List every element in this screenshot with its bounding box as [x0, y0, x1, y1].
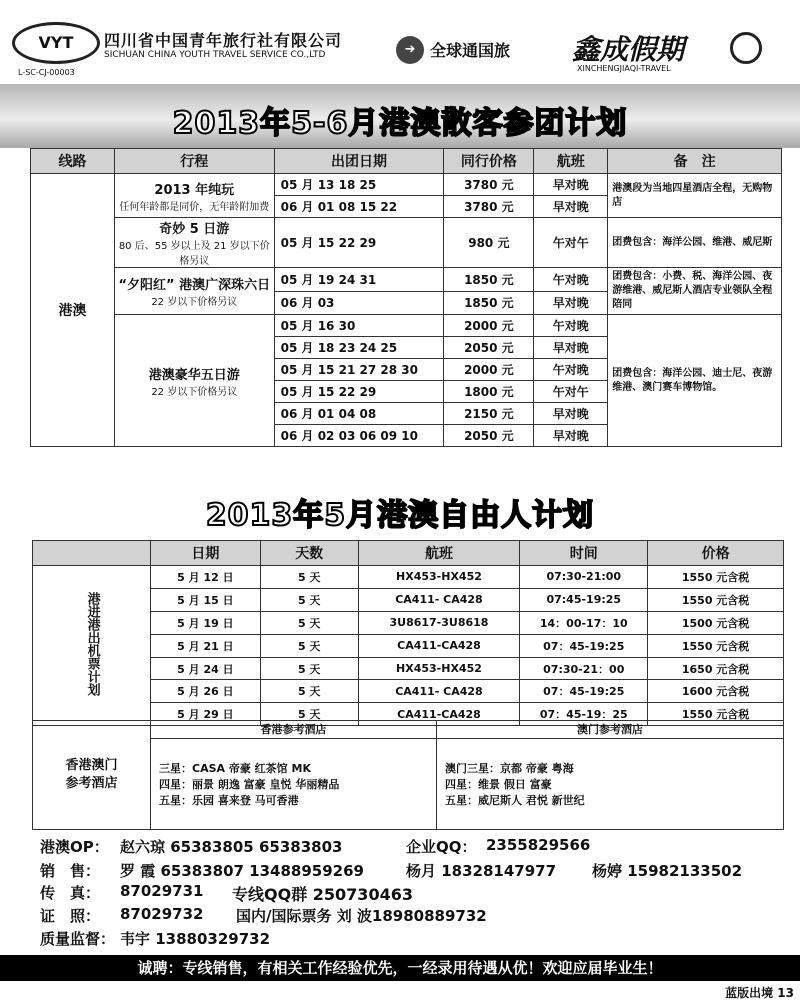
col-route: 线路: [31, 149, 115, 174]
flight: 早对晚: [534, 196, 608, 218]
days: 5 天: [260, 634, 358, 657]
price: 1500 元含税: [648, 611, 784, 634]
price: 1800 元: [444, 381, 534, 403]
table-row: [31, 218, 782, 268]
free-travel-title: 2013年5月港澳自由人计划: [205, 498, 595, 533]
trip-cell: [114, 174, 274, 218]
days: 5 天: [260, 703, 358, 726]
hotels-label-line2: 参考酒店: [65, 776, 118, 791]
flight: 午对晚: [534, 268, 608, 292]
ticket-service: 国内/国际票务 刘 波18980889732: [236, 907, 487, 925]
flight: CA411-CA428: [358, 634, 520, 657]
price: 980 元: [444, 218, 534, 268]
flight: 早对晚: [534, 403, 608, 425]
col-time: 时间: [520, 541, 648, 566]
table-row: [31, 315, 782, 337]
hk-hotel-line: 四星：丽景 朗逸 富豪 皇悦 华丽精品: [159, 778, 340, 791]
col-flight: 航班: [358, 541, 520, 566]
departure-date: 06 月 01 04 08: [274, 403, 444, 425]
departure-date: 05 月 15 22 29: [274, 218, 444, 268]
days: 5 天: [260, 657, 358, 680]
qq-group: 专线QQ群 250730463: [232, 885, 413, 904]
sales-contact-2: 杨月 18328147977: [406, 862, 557, 880]
sales-label: 销 售：: [40, 862, 101, 880]
hk-hotels-title: 香港参考酒店: [151, 721, 436, 739]
brand-name-en: XINCHENGJIAQI-TRAVEL: [577, 64, 671, 73]
macau-hotel-line: 五星：威尼斯人 君悦 新世纪: [445, 794, 585, 807]
price: 1650 元含税: [648, 657, 784, 680]
date: 5 月 29 日: [150, 703, 260, 726]
date: 5 月 12 日: [150, 566, 260, 589]
reference-hotels: [32, 720, 784, 830]
price: 1600 元含税: [648, 680, 784, 703]
trip-note: 任何年龄都是同价，无年龄附加费: [119, 201, 270, 213]
days: 5 天: [260, 588, 358, 611]
company-name-cn: 四川省中国青年旅行社有限公司: [104, 31, 343, 50]
hotels-label-line1: 香港澳门: [65, 757, 118, 773]
swirl-icon: [730, 32, 762, 64]
price: 2050 元: [444, 425, 534, 447]
flight: 3U8617-3U8618: [358, 611, 520, 634]
header: [0, 0, 800, 84]
trip-cell: [114, 315, 274, 447]
departure-date: 05 月 19 24 31: [274, 268, 444, 292]
qq-value: 2355829566: [486, 836, 591, 854]
hk-hotels: [151, 721, 437, 829]
flight: CA411- CA428: [358, 588, 520, 611]
trip-cell: [114, 268, 274, 315]
ticket-plan-label-cell: [33, 566, 151, 726]
price: 1550 元含税: [648, 703, 784, 726]
table-row: [31, 174, 782, 196]
price: 1550 元含税: [648, 588, 784, 611]
time: 07:30-21:00: [520, 566, 648, 589]
trip-name: 2013 年纯玩: [154, 182, 235, 198]
trip-name: 港澳豪华五日游: [148, 367, 240, 383]
col-itinerary: 行程: [114, 149, 274, 174]
fax-label: 传 真：: [40, 884, 101, 902]
global-travel-name: 全球通国旅: [430, 41, 511, 60]
remark: 港澳段为当地四星酒店全程，无购物店: [608, 174, 782, 218]
days: 5 天: [260, 680, 358, 703]
op-value: 赵六琼 65383805 65383803: [120, 838, 343, 856]
macau-hotel-line: 四星：维景 假日 富豪: [445, 778, 552, 791]
flight: HX453-HX452: [358, 566, 520, 589]
qc-label: 质量监督：: [40, 930, 116, 948]
departure-date: 05 月 18 23 24 25: [274, 337, 444, 359]
departure-date: 06 月 03: [274, 291, 444, 315]
page-label: 蓝版出境 13: [725, 986, 794, 1000]
col-days: 天数: [260, 541, 358, 566]
departure-date: 05 月 13 18 25: [274, 174, 444, 196]
col-price: 价格: [648, 541, 784, 566]
cert-label: 证 照：: [40, 907, 101, 925]
recruitment-banner: 诚聘：专线销售，有相关工作经验优先，一经录用待遇从优！欢迎应届毕业生！: [0, 955, 800, 981]
col-flight: 航班: [534, 149, 608, 174]
trip-note: 80 后、55 岁以上及 21 岁以下价格另议: [118, 241, 270, 267]
ticket-plan-label: 港进港出机票计划: [84, 592, 100, 697]
price: 1550 元含税: [648, 634, 784, 657]
date: 5 月 21 日: [150, 634, 260, 657]
flight: 午对晚: [534, 315, 608, 337]
price: 3780 元: [444, 174, 534, 196]
group-tour-table: [30, 148, 782, 447]
hk-hotel-line: 三星：CASA 帝豪 红茶馆 MK: [159, 762, 311, 775]
departure-date: 05 月 15 21 27 28 30: [274, 359, 444, 381]
trip-note: 22 岁以下价格另议: [151, 297, 238, 308]
date: 5 月 26 日: [150, 680, 260, 703]
time: 07:30-21：00: [520, 657, 648, 680]
company-name-en: SICHUAN CHINA YOUTH TRAVEL SERVICE CO.,LTD: [104, 50, 326, 60]
table-row: [31, 268, 782, 292]
flight: 午对晚: [534, 359, 608, 381]
license-number: L-SC-CJ-00003: [18, 68, 75, 77]
days: 5 天: [260, 611, 358, 634]
price: 3780 元: [444, 196, 534, 218]
departure-date: 06 月 01 08 15 22: [274, 196, 444, 218]
hotels-label: [33, 721, 151, 829]
flight: 午对午: [534, 218, 608, 268]
price: 2150 元: [444, 403, 534, 425]
price: 2000 元: [444, 359, 534, 381]
trip-note: 22 岁以下价格另议: [151, 386, 238, 398]
company-logo: VYT: [12, 22, 100, 64]
departure-date: 06 月 02 03 06 09 10: [274, 425, 444, 447]
col-price: 同行价格: [444, 149, 534, 174]
departure-date: 05 月 15 22 29: [274, 381, 444, 403]
flight: 午对午: [534, 381, 608, 403]
trip-name: 奇妙 5 日游: [159, 222, 230, 237]
price: 1850 元: [444, 268, 534, 292]
trip-cell: [114, 218, 274, 268]
col-blank: [33, 541, 151, 566]
qc-value: 韦宇 13880329732: [120, 930, 271, 948]
flight: CA411-CA428: [358, 703, 520, 726]
time: 07：45-19：25: [520, 703, 648, 726]
col-remark: 备 注: [608, 149, 782, 174]
route-cell: 港澳: [31, 174, 115, 447]
table-row: [33, 566, 784, 589]
flight: HX453-HX452: [358, 657, 520, 680]
price: 2000 元: [444, 315, 534, 337]
free-travel-table: [32, 540, 784, 726]
time: 07:45-19:25: [520, 588, 648, 611]
macau-hotel-line: 澳门三星：京都 帝豪 粤海: [445, 762, 574, 775]
time: 07：45-19:25: [520, 680, 648, 703]
flight: 早对晚: [534, 291, 608, 315]
date: 5 月 24 日: [150, 657, 260, 680]
macau-hotels: [437, 721, 783, 829]
hk-hotel-line: 五星：乐园 喜来登 马可香港: [159, 794, 299, 807]
price: 1850 元: [444, 291, 534, 315]
fax-value: 87029731: [120, 882, 204, 900]
col-departure: 出团日期: [274, 149, 444, 174]
sales-contact-1: 罗 霞 65383807 13488959269: [120, 862, 364, 880]
remark: 团费包含：小费、税、海洋公园、夜游维港、威尼斯人酒店专业领队全程陪同: [608, 268, 782, 315]
flight: CA411- CA428: [358, 680, 520, 703]
group-plan-title: 2013年5-6月港澳散客参团计划: [172, 106, 628, 141]
globe-icon: ➜: [396, 36, 424, 64]
trip-name: “夕阳红” 港澳广深珠六日: [118, 278, 271, 293]
sales-contact-3: 杨婷 15982133502: [592, 862, 743, 880]
remark: 团费包含：海洋公园、维港、威尼斯: [608, 218, 782, 268]
date: 5 月 15 日: [150, 588, 260, 611]
flight: 早对晚: [534, 337, 608, 359]
price: 2050 元: [444, 337, 534, 359]
op-label: 港澳OP：: [40, 838, 109, 856]
departure-date: 05 月 16 30: [274, 315, 444, 337]
date: 5 月 19 日: [150, 611, 260, 634]
time: 14：00-17：10: [520, 611, 648, 634]
remark: 团费包含：海洋公园、迪士尼、夜游维港、澳门赛车博物馆。: [608, 315, 782, 447]
days: 5 天: [260, 566, 358, 589]
flight: 早对晚: [534, 425, 608, 447]
col-date: 日期: [150, 541, 260, 566]
cert-value: 87029732: [120, 905, 204, 923]
flight: 早对晚: [534, 174, 608, 196]
time: 07：45-19:25: [520, 634, 648, 657]
macau-hotels-title: 澳门参考酒店: [437, 721, 783, 739]
brand-name: 鑫成假期: [572, 33, 685, 66]
qq-label: 企业QQ：: [406, 838, 477, 856]
price: 1550 元含税: [648, 566, 784, 589]
